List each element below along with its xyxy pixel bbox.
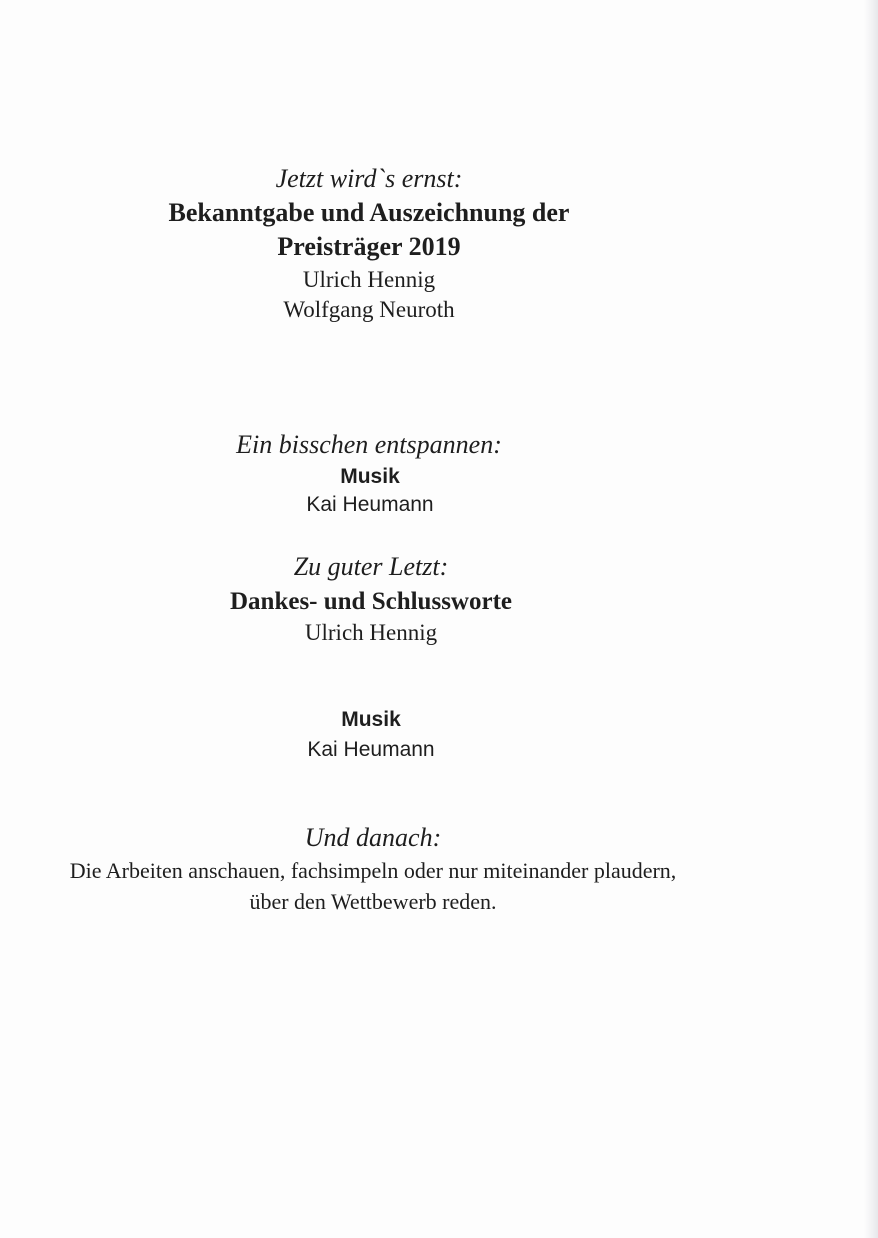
section1-title-line2: Preisträger 2019 bbox=[277, 232, 461, 261]
section2-person: Kai Heumann bbox=[306, 493, 434, 516]
section5-text-line2: über den Wettbewerb reden. bbox=[249, 889, 497, 914]
section5-intro: Und danach: bbox=[304, 823, 442, 852]
section1-title-line1: Bekanntgabe und Auszeichnung der bbox=[168, 198, 570, 227]
section1-person2: Wolfgang Neuroth bbox=[283, 297, 455, 322]
paper-edge-shadow bbox=[864, 0, 878, 1238]
section1-intro: Jetzt wird`s ernst: bbox=[275, 164, 463, 193]
section4-title: Musik bbox=[341, 708, 401, 731]
section3-title: Dankes- und Schlussworte bbox=[229, 588, 512, 615]
section1-person1: Ulrich Hennig bbox=[302, 267, 436, 292]
section3-person: Ulrich Hennig bbox=[304, 620, 438, 645]
section5-text-line1: Die Arbeiten anschauen, fachsimpeln oder nur miteinander plaudern, bbox=[69, 858, 677, 883]
section2-title: Musik bbox=[340, 465, 400, 488]
section2-intro: Ein bisschen entspannen: bbox=[236, 430, 502, 459]
section4-person: Kai Heumann bbox=[307, 738, 435, 761]
section3-intro: Zu guter Letzt: bbox=[293, 552, 449, 581]
